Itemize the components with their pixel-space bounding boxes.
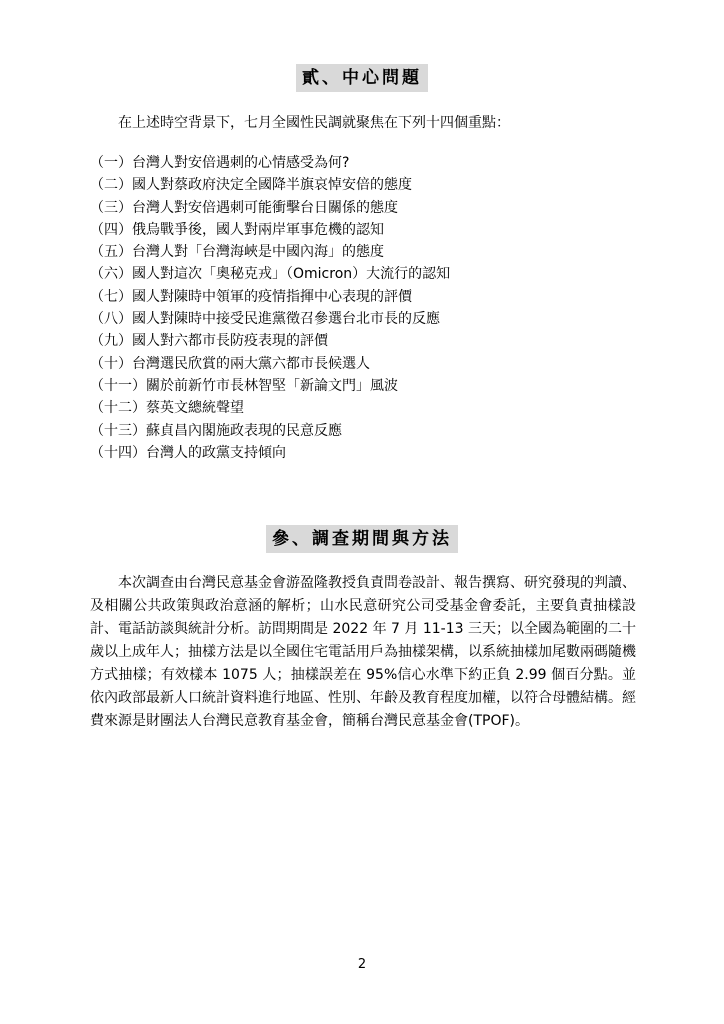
section-title-central-issues [0, 64, 724, 92]
list-item: （十二）蔡英文總統聲望 [90, 400, 244, 417]
list-item: （十三）蘇貞昌內閣施政表現的民意反應 [90, 422, 342, 439]
list-item: （七）國人對陳時中領軍的疫情指揮中心表現的評價 [90, 288, 412, 305]
focus-list [90, 152, 450, 464]
list-item: （十四）台灣人的政黨支持傾向 [90, 444, 286, 461]
list-item: （六）國人對這次「奧秘克戎」（Omicron）大流行的認知 [90, 266, 451, 283]
list-item: （一）台灣人對安倍遇刺的心情感受為何? [90, 155, 350, 171]
list-item: （四）俄烏戰爭後，國人對兩岸軍事危機的認知 [90, 221, 384, 238]
section-title-survey-method [0, 525, 724, 553]
section-title-text: 參、調查期間與方法 [266, 525, 458, 553]
list-item: （三）台灣人對安倍遇刺可能衝擊台日關係的態度 [90, 199, 398, 216]
section-title-text: 貳、中心問題 [296, 64, 428, 92]
intro-paragraph: 在上述時空背景下，七月全國性民調就聚焦在下列十四個重點： [118, 115, 510, 131]
page-number: 2 [357, 957, 367, 972]
method-paragraph: 本次調查由台灣民意基金會游盈隆教授負責問卷設計、報告撰寫、研究發現的判讀、及相關公共政策與政治意涵的解析；山水民意研究公司受基金會委託，主要負責抽樣設計、電話訪談與統計分析。訪問期間是 2022 年 7 月 11-13 三天；以全國為範圍的二十歲以上成年人；抽樣方法是以全國住宅電話用戶為抽樣架構，以系統抽樣加尾數兩碼隨機方式抽樣；有效樣本 1075 人；抽樣誤差在 95%信心水準下約正負 2.99 個百分點。並依內政部最新人口統計資料進行地區、性別、年齡及教育程度加權，以符合母體結構。經費來源是財團法人台灣民意教育基金會，簡稱台灣民意基金會(TPOF)。 [90, 575, 636, 729]
list-item: （十）台灣選民欣賞的兩大黨六都市長候選人 [90, 355, 370, 372]
list-item: （二）國人對蔡政府決定全國降半旗哀悼安倍的態度 [90, 177, 412, 194]
list-item: （八）國人對陳時中接受民進黨徵召參選台北市長的反應 [90, 311, 440, 328]
list-item: （五）台灣人對「台灣海峽是中國內海」的態度 [90, 244, 384, 261]
list-item: （九）國人對六都市長防疫表現的評價 [90, 333, 328, 350]
list-item: （十一）關於前新竹市長林智堅「新論文門」風波 [90, 377, 398, 394]
